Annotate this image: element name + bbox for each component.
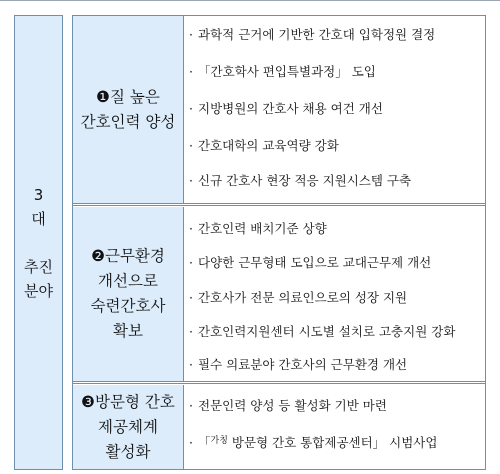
list-item: · 과학적 근거에 기반한 간호대 입학정원 결정 bbox=[189, 27, 436, 42]
section-3-items bbox=[184, 385, 485, 469]
section-divider bbox=[73, 203, 485, 206]
list-item: · 간호사가 전문 의료인으로의 성장 지원 bbox=[189, 290, 408, 305]
section-2-title-line-2: 개선으로 bbox=[98, 272, 158, 290]
section-3-title bbox=[73, 385, 184, 469]
section-3-title-line-1: ❸방문형 간호 bbox=[81, 392, 175, 411]
provisional-name-mark: 가칭 bbox=[210, 436, 228, 446]
label-line4: 분야 bbox=[24, 281, 53, 300]
section-3-title-line-3: 활성화 bbox=[105, 442, 151, 461]
section-1-title bbox=[73, 16, 184, 204]
section-2-title bbox=[73, 207, 184, 381]
plan-table bbox=[72, 15, 486, 470]
section-1-title-line-2: 간호인력 양성 bbox=[80, 113, 176, 131]
list-item: · 간호인력지원센터 시도별 설치로 고충지원 강화 bbox=[189, 324, 456, 339]
section-2-items bbox=[184, 207, 485, 381]
label-line3: 추진 bbox=[24, 257, 53, 276]
list-item: · 신규 간호사 현장 적응 지원시스템 구축 bbox=[189, 173, 412, 188]
list-item: · 간호인력 배치기준 상향 bbox=[189, 221, 327, 236]
label-number: 3 bbox=[33, 185, 44, 204]
list-item: · 「$^{가칭}$ 방문형 간호 통합제공센터」 시범사업 bbox=[189, 435, 438, 450]
category-label-column bbox=[14, 15, 63, 470]
section-2-title-line-3: 숙련간호사 bbox=[90, 297, 166, 315]
section-2-title-line-4: 확보 bbox=[113, 322, 143, 340]
list-item: · 필수 의료분야 간호사의 근무환경 개선 bbox=[189, 357, 408, 372]
list-item: · 「간호학사 편입특별과정」 도입 bbox=[189, 64, 376, 79]
list-item: · 전문인력 양성 등 활성화 기반 마련 bbox=[189, 398, 387, 413]
list-item: · 지방병원의 간호사 채용 여건 개선 bbox=[189, 101, 383, 116]
section-2-title-line-1: ❷근무환경 bbox=[91, 247, 165, 265]
section-divider bbox=[73, 381, 485, 384]
section-1-items bbox=[184, 16, 485, 204]
list-item: · 간호대학의 교육역량 강화 bbox=[189, 138, 339, 153]
label-unit: 대 bbox=[31, 209, 46, 228]
section-3-title-line-2: 제공체계 bbox=[98, 417, 158, 436]
list-item: · 다양한 근무형태 도입으로 교대근무제 개선 bbox=[189, 255, 432, 270]
section-1-title-line-1: ❶질 높은 bbox=[96, 88, 160, 106]
